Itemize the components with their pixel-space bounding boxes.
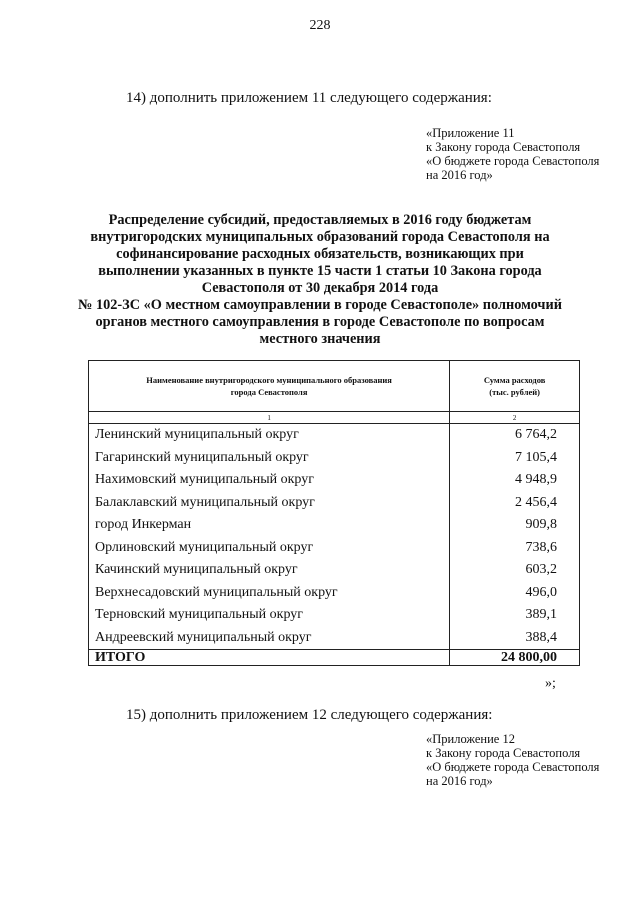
district-name: город Инкерман bbox=[89, 514, 450, 537]
title-line: местного значения bbox=[259, 331, 381, 347]
header-sum-line: Сумма расходов bbox=[483, 375, 546, 385]
expense-value: 2 456,4 bbox=[450, 492, 580, 515]
appendix-11-line: «О бюджете города Севастополя bbox=[426, 154, 600, 168]
header-name-line: города Севастополя bbox=[230, 387, 308, 397]
expense-value: 738,6 bbox=[450, 537, 580, 560]
district-name: Терновский муниципальный округ bbox=[89, 604, 450, 627]
appendix-12-line: на 2016 год» bbox=[426, 774, 493, 788]
appendix-11-line: на 2016 год» bbox=[426, 168, 493, 182]
closing-quote: »; bbox=[545, 676, 556, 691]
district-name: Андреевский муниципальный округ bbox=[89, 627, 450, 650]
title-line: выполнении указанных в пункте 15 части 1 статьи 10 Закона города bbox=[98, 263, 542, 279]
district-name: Гагаринский муниципальный округ bbox=[89, 447, 450, 470]
district-name: Качинский муниципальный округ bbox=[89, 559, 450, 582]
appendix-12-line: к Закону города Севастополя bbox=[426, 746, 581, 760]
appendix-12-line: «О бюджете города Севастополя bbox=[426, 760, 600, 774]
district-name: Нахимовский муниципальный округ bbox=[89, 469, 450, 492]
table-row bbox=[89, 492, 580, 515]
title-line: органов местного самоуправления в городе Севастополе по вопросам bbox=[95, 314, 545, 330]
table-row bbox=[89, 582, 580, 605]
expense-value: 7 105,4 bbox=[450, 447, 580, 470]
expense-value: 6 764,2 bbox=[450, 424, 580, 447]
document-title bbox=[60, 212, 580, 348]
appendix-11-line: к Закону города Севастополя bbox=[426, 140, 581, 154]
appendix-12-reference bbox=[426, 732, 599, 788]
table-header-row bbox=[89, 361, 580, 412]
expense-value: 496,0 bbox=[450, 582, 580, 605]
table-row bbox=[89, 447, 580, 470]
district-name: Верхнесадовский муниципальный округ bbox=[89, 582, 450, 605]
item-15-text: 15) дополнить приложением 12 следующего содержания: bbox=[126, 707, 493, 723]
table-total-row bbox=[89, 650, 580, 666]
header-sum-cell bbox=[450, 361, 580, 412]
table-row bbox=[89, 604, 580, 627]
title-line: софинансирование расходных обязательств, возникающих при bbox=[116, 246, 524, 262]
table-row bbox=[89, 537, 580, 560]
expense-value: 389,1 bbox=[450, 604, 580, 627]
header-name-cell bbox=[89, 361, 450, 412]
header-name-line: Наименование внутригородского муниципального образования bbox=[146, 375, 392, 385]
table-row bbox=[89, 627, 580, 650]
expense-value: 603,2 bbox=[450, 559, 580, 582]
expense-value: 909,8 bbox=[450, 514, 580, 537]
header-sum-line: (тыс. рублей) bbox=[489, 387, 540, 397]
item-14-text: 14) дополнить приложением 11 следующего содержания: bbox=[126, 90, 492, 106]
page-number: 228 bbox=[309, 18, 331, 33]
table-row bbox=[89, 469, 580, 492]
total-label: ИТОГО bbox=[89, 650, 450, 666]
column-number: 1 bbox=[89, 412, 450, 424]
column-number-row bbox=[89, 412, 580, 424]
title-line: № 102-ЗС «О местном самоуправлении в городе Севастополе» полномочий bbox=[78, 297, 562, 313]
district-name: Ленинский муниципальный округ bbox=[89, 424, 450, 447]
subsidy-table bbox=[88, 360, 580, 666]
appendix-11-line: «Приложение 11 bbox=[426, 126, 515, 140]
table-row bbox=[89, 559, 580, 582]
title-line: Севастополя от 30 декабря 2014 года bbox=[201, 280, 439, 296]
table-row bbox=[89, 424, 580, 447]
appendix-11-reference bbox=[426, 126, 599, 182]
district-name: Орлиновский муниципальный округ bbox=[89, 537, 450, 560]
expense-value: 4 948,9 bbox=[450, 469, 580, 492]
expense-value: 388,4 bbox=[450, 627, 580, 650]
title-line: Распределение субсидий, предоставляемых в 2016 году бюджетам bbox=[108, 212, 532, 228]
column-number: 2 bbox=[450, 412, 580, 424]
title-line: внутригородских муниципальных образований города Севастополя на bbox=[90, 229, 550, 245]
total-value: 24 800,00 bbox=[450, 650, 580, 666]
district-name: Балаклавский муниципальный округ bbox=[89, 492, 450, 515]
appendix-12-line: «Приложение 12 bbox=[426, 732, 515, 746]
table-row bbox=[89, 514, 580, 537]
